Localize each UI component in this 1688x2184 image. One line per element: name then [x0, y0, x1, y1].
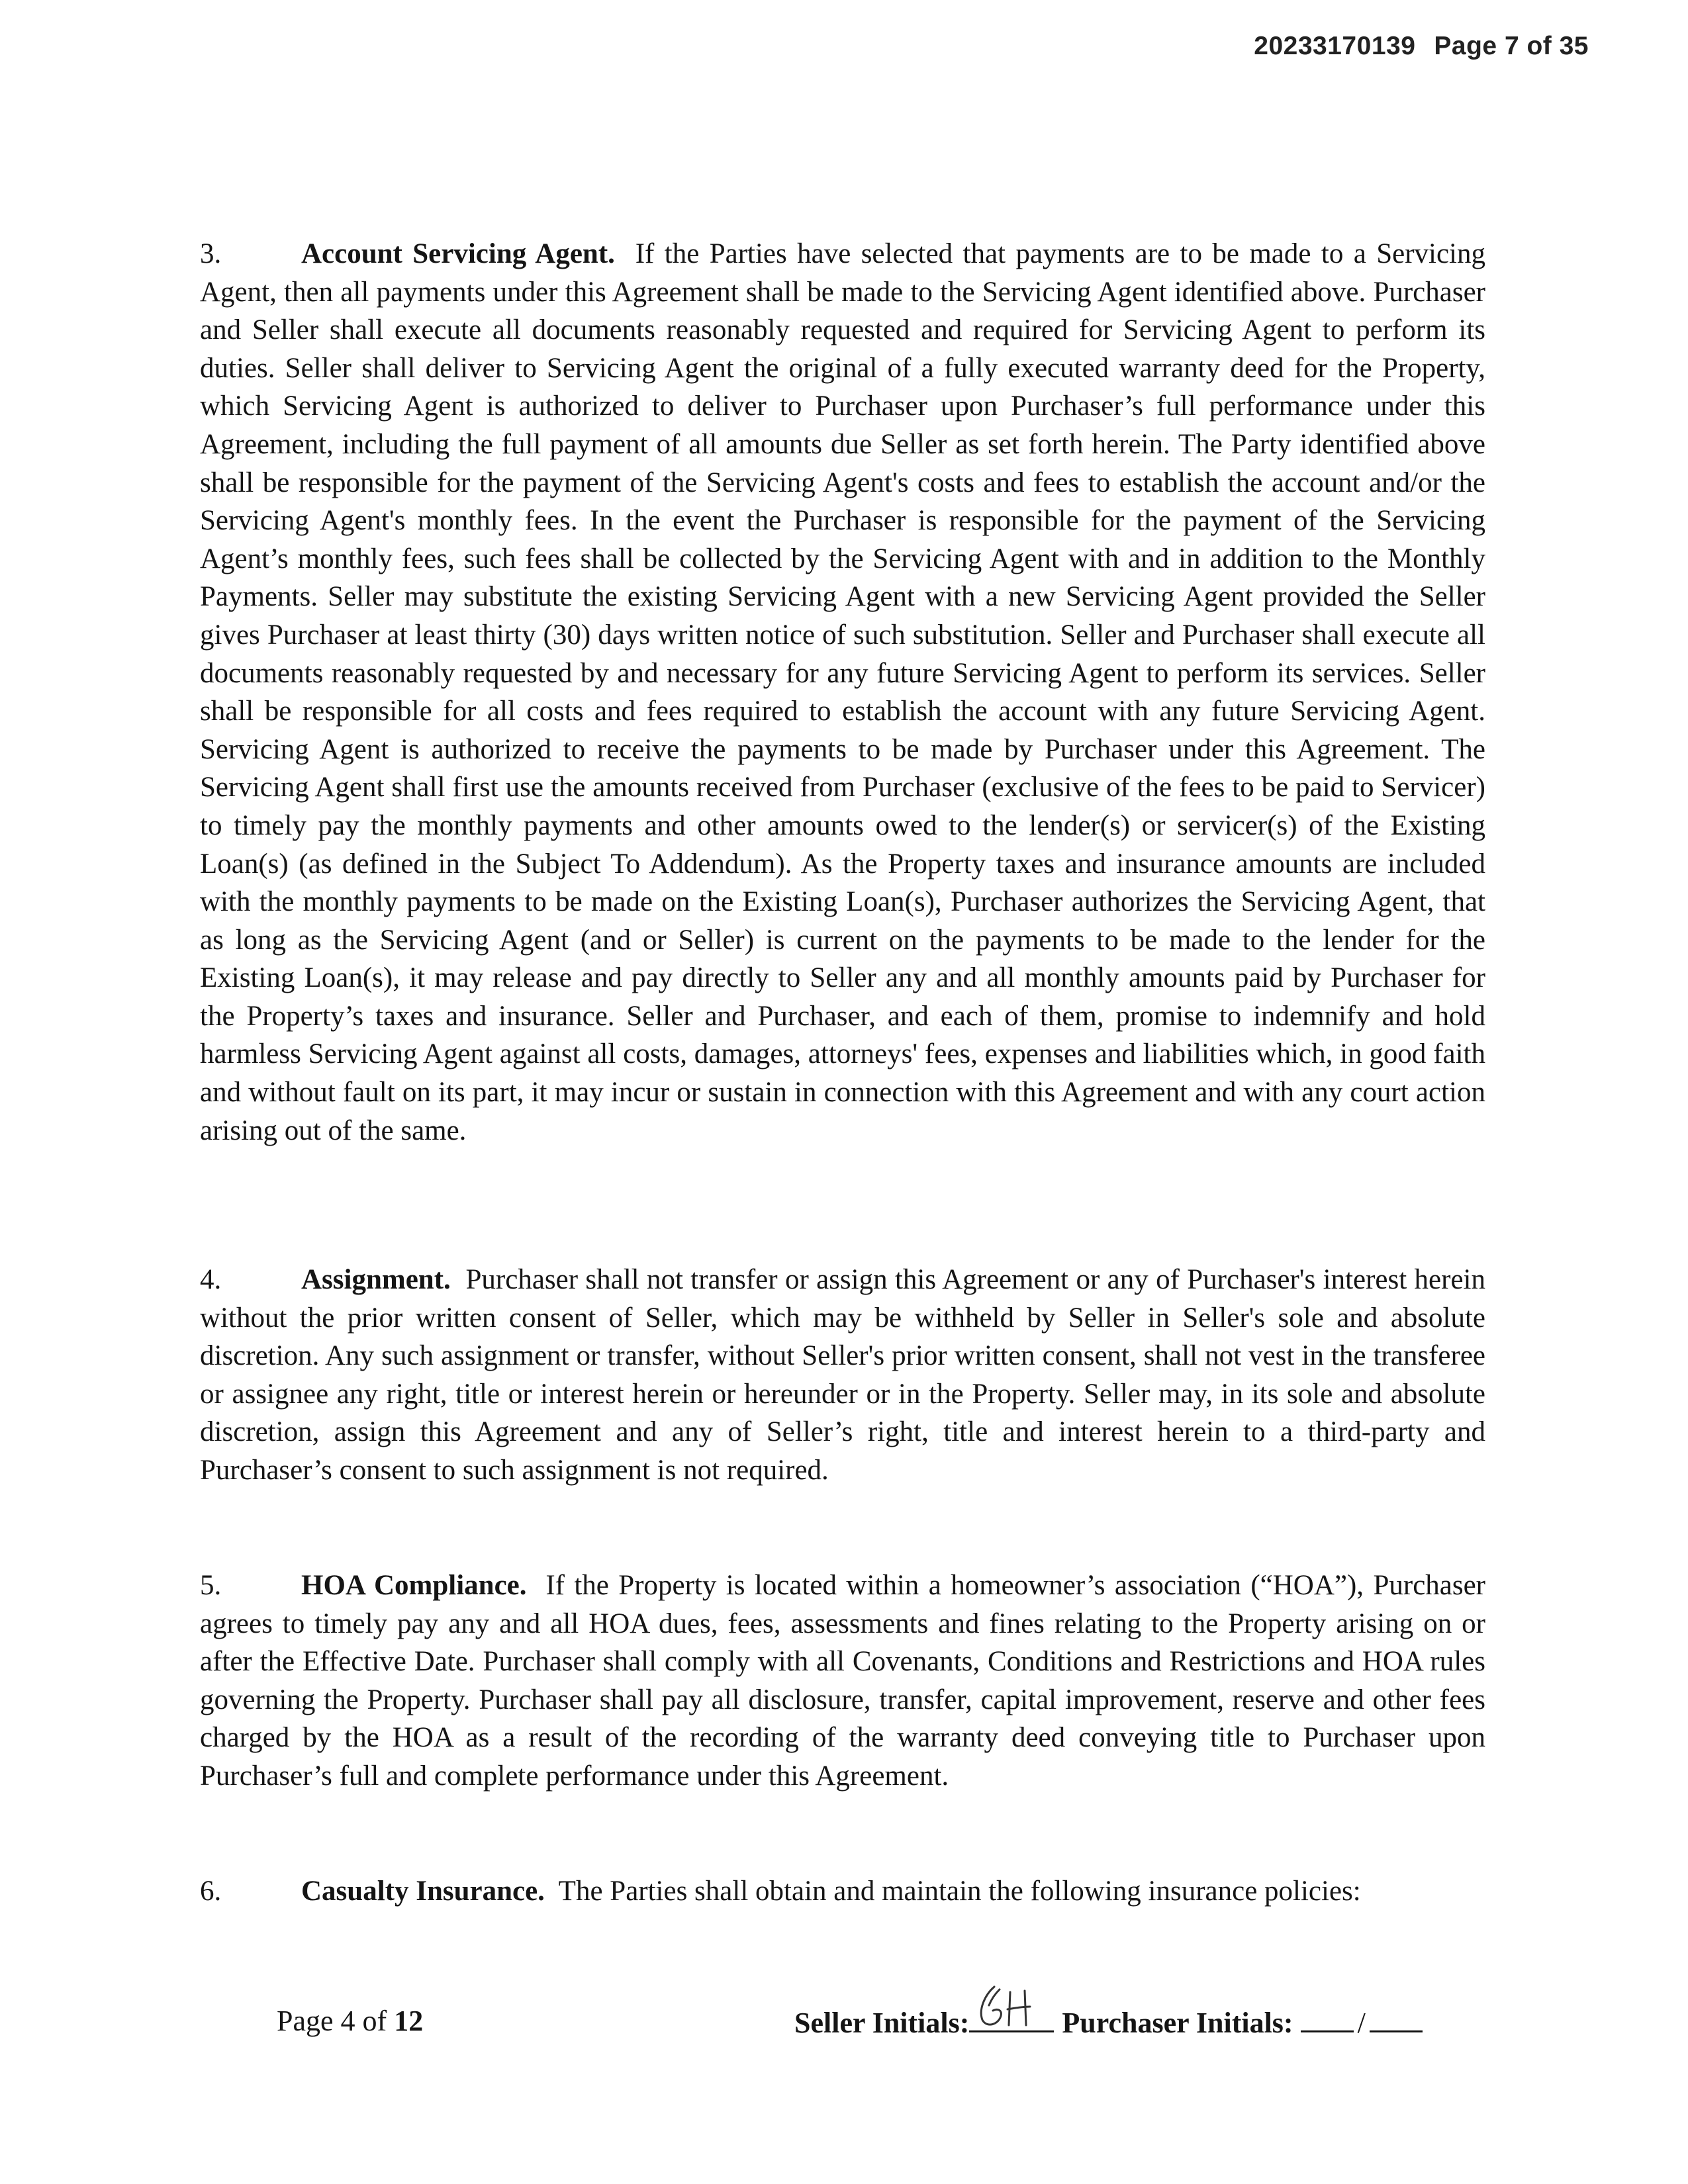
purchaser-initials-blank-2[interactable] [1370, 2004, 1423, 2032]
section-heading: Assignment. [301, 1264, 451, 1295]
purchaser-initials-blank-1[interactable] [1301, 2004, 1354, 2032]
section-casualty-insurance [200, 1872, 1485, 1911]
initials-separator: / [1357, 2007, 1366, 2039]
section-text: If the Property is located within a homeowner’s association (“HOA”), Purchaser agrees to timely pay any and all HOA dues, fees, assessments and fines relating to the Property arising on or after the Effective Date. Purchaser shall comply with all Covenants, Conditions and Restrictions and HOA rules governing the Property. Purchaser shall pay all disclosure, transfer, capital improvement, reserve and other fees charged by the HOA as a result of the recording of the warranty deed conveying title to Purchaser upon Purchaser’s full and complete performance under this Agreement. [200, 1570, 1485, 1792]
section-heading: Casualty Insurance. [301, 1876, 545, 1907]
section-account-servicing-agent [200, 235, 1485, 1150]
section-text: Purchaser shall not transfer or assign this Agreement or any of Purchaser's interest herein without the prior written consent of Seller, which may be withheld by Seller in Seller's sole and absolute discretion. Any such assignment or transfer, without Seller's prior written consent, shall not vest in the transferee or assignee any right, title or interest herein or hereunder or in the Property. Seller may, in its sole and absolute discretion, assign this Agreement and any of Seller’s right, title and interest herein to a third-party and Purchaser’s consent to such assignment is not required. [200, 1264, 1485, 1486]
footer-page-of: of [362, 2005, 387, 2037]
purchaser-initials-label: Purchaser Initials: [1062, 2007, 1293, 2039]
recording-header [1254, 32, 1589, 61]
section-text: If the Parties have selected that payments are to be made to a Servicing Agent, then all payments under this Agreement shall be made to the Servicing Agent identified above. Purchaser and Seller shall execute all documents reasonably requested and required for Servicing Agent to perform its duties. Seller shall deliver to Servicing Agent the original of a fully executed warranty deed for the Property, which Servicing Agent is authorized to deliver to Purchaser upon Purchaser’s full performance under this Agreement, including the full payment of all amounts due Seller as set forth herein. The Party identified above shall be responsible for the payment of the Servicing Agent's costs and fees to establish the account and/or the Servicing Agent's monthly fees. In the event the Purchaser is responsible for the payment of the Servicing Agent’s monthly fees, such fees shall be collected by the Servicing Agent with and in addition to the Monthly Payments. Seller may substitute the existing Servicing Agent with a new Servicing Agent provided the Seller gives Purchaser at least thirty (30) days written notice of such substitution. Seller and Purchaser shall execute all documents reasonably requested by and necessary for any future Servicing Agent to perform its services. Seller shall be responsible for all costs and fees required to establish the account with any future Servicing Agent. Servicing Agent is authorized to receive the payments to be made by Purchaser under this Agreement. The Servicing Agent shall first use the amounts received from Purchaser (exclusive of the fees to be paid to Servicer) to timely pay the monthly payments and other amounts owed to the lender(s) or servicer(s) of the Existing Loan(s) (as defined in the Subject To Addendum). As the Property taxes and insurance amounts are included with the monthly payments to be made on the Existing Loan(s), Purchaser authorizes the Servicing Agent, that as long as the Servicing Agent (and or Seller) is current on the payments to be made to the lender for the Existing Loan(s), it may release and pay directly to Seller any and all monthly amounts paid by Purchaser for the Property’s taxes and insurance. Seller and Purchaser, and each of them, promise to indemnify and hold harmless Servicing Agent against all costs, damages, attorneys' fees, expenses and liabilities which, in good faith and without fault on its part, it may incur or sustain in connection with this Agreement and with any court action arising out of the same. [200, 238, 1486, 1146]
section-heading: HOA Compliance. [301, 1570, 527, 1601]
seller-initials-signature [969, 2004, 1054, 2032]
recording-page-label: Page 7 of 35 [1434, 32, 1589, 60]
footer-page-current: 4 [340, 2005, 355, 2037]
footer-page-total: 12 [394, 2005, 424, 2037]
section-hoa-compliance [200, 1567, 1485, 1796]
section-text: The Parties shall obtain and maintain the following insurance policies: [558, 1876, 1361, 1907]
section-number: 3. [200, 238, 222, 269]
handwritten-initials-icon [969, 1979, 1054, 2032]
section-heading: Account Servicing Agent. [301, 238, 615, 269]
section-number: 6. [200, 1876, 222, 1907]
section-number: 4. [200, 1264, 222, 1295]
initials-block [794, 2004, 1423, 2040]
document-number: 20233170139 [1254, 32, 1416, 60]
footer-page-number [277, 2004, 423, 2038]
section-number: 5. [200, 1570, 222, 1601]
page-footer [0, 1992, 1688, 2058]
section-assignment [200, 1261, 1485, 1490]
seller-initials-label: Seller Initials: [794, 2007, 970, 2039]
footer-page-word: Page [277, 2005, 334, 2037]
